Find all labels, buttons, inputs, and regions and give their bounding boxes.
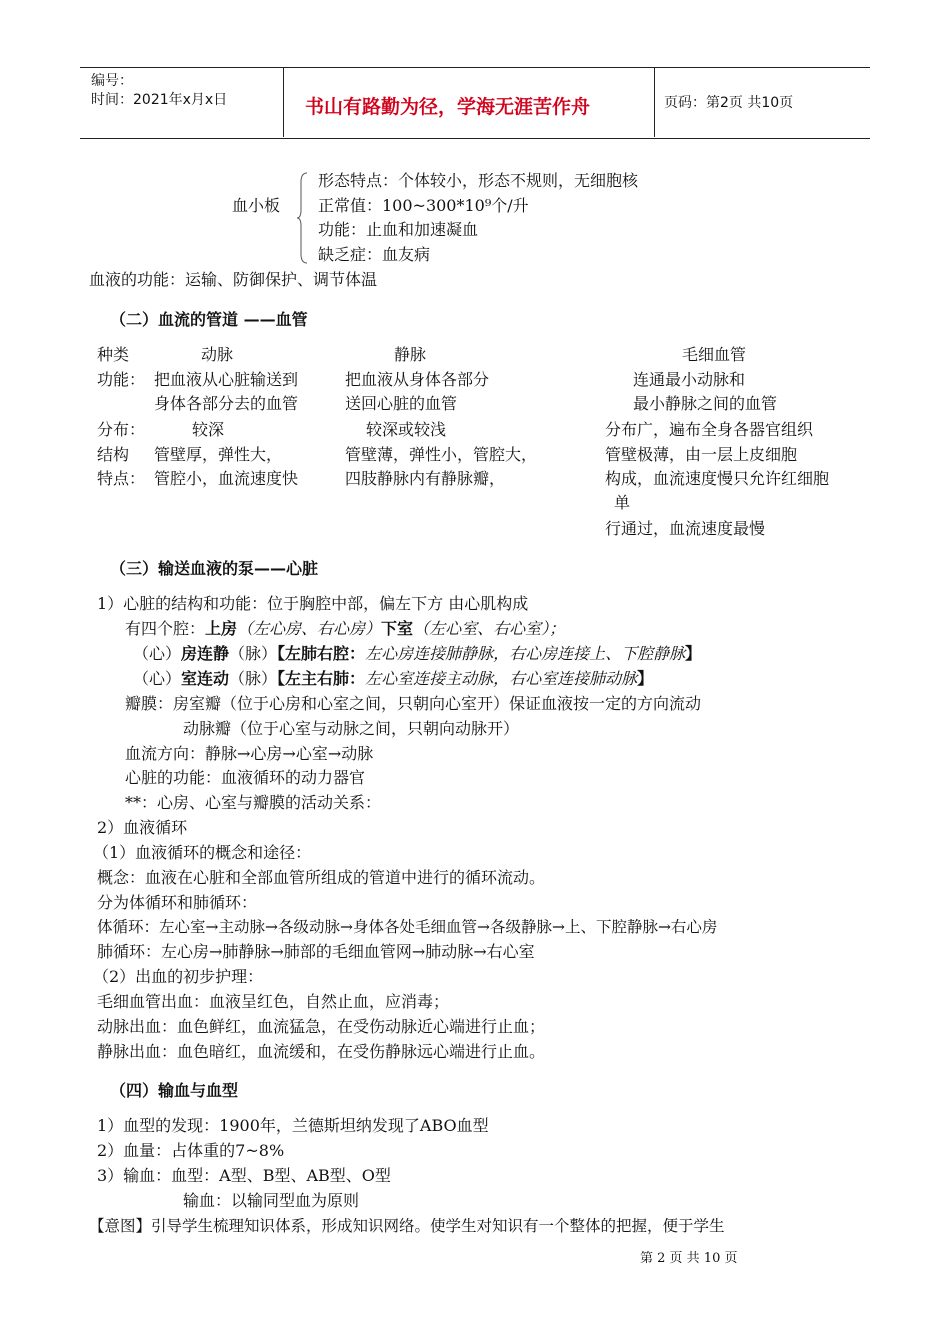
- artery-distribution: 较深: [192, 420, 225, 439]
- capillary-structure: 行通过，血流速度最慢: [605, 519, 766, 538]
- text-line: 毛细血管出血：血液呈红色，自然止血，应消毒；: [97, 992, 450, 1011]
- platelet-item: 功能：止血和加速凝血: [318, 220, 479, 239]
- header-motto: 书山有路勤为径，学海无涯苦作舟: [305, 96, 591, 118]
- text-line: 【意图】引导学生梳理知识体系，形成知识网络。使学生对知识有一个整体的把握，便于学生: [89, 1217, 725, 1235]
- blood-function: 血液的功能：运输、防御保护、调节体温: [89, 270, 378, 289]
- table-header-cell: 种类: [97, 345, 130, 364]
- vein-function: 把血液从身体各部分: [345, 370, 490, 389]
- artery-structure: 管壁厚，弹性大，: [154, 445, 283, 464]
- table-header-cell: 静脉: [394, 345, 427, 364]
- text-line: （心）房连静（脉）【左肺右腔：左心房连接肺静脉，右心房连接上、下腔静脉】: [133, 644, 702, 663]
- header-page: 页码：第2页 共10页: [664, 95, 794, 111]
- header-number: 编号：: [91, 73, 133, 89]
- table-header-cell: 毛细血管: [682, 345, 747, 364]
- artery-function: 身体各部分去的血管: [154, 394, 299, 413]
- platelet-item: 形态特点：个体较小，形态不规则，无细胞核: [318, 171, 639, 190]
- section-title: （三）输送血液的泵——心脏: [110, 559, 319, 578]
- capillary-structure: 管壁极薄，由一层上皮细胞: [605, 445, 798, 464]
- artery-function: 把血液从心脏输送到: [154, 370, 299, 389]
- text-line: **：心房、心室与瓣膜的活动关系：: [125, 793, 382, 812]
- table-header-cell: 动脉: [201, 345, 234, 364]
- text-line: 2）血量：占体重的7~8%: [97, 1141, 285, 1160]
- text-line: 血流方向：静脉→心房→心室→动脉: [125, 744, 374, 763]
- vein-function: 送回心脏的血管: [345, 394, 458, 413]
- platelet-label: 血小板: [232, 196, 281, 215]
- vein-structure: 四肢静脉内有静脉瓣，: [345, 469, 506, 488]
- text-line: 1）血型的发现：1900年，兰德斯坦纳发现了ABO血型: [97, 1116, 489, 1135]
- section-title: （四）输血与血型: [110, 1081, 239, 1100]
- text-line: 肺循环：左心房→肺静脉→肺部的毛细血管网→肺动脉→右心室: [97, 942, 535, 961]
- capillary-structure: 单: [614, 493, 631, 512]
- text-line: 输血：以输同型血为原则: [183, 1191, 360, 1210]
- text-line: 3）输血：血型：A型、B型、AB型、O型: [97, 1166, 391, 1185]
- text-line: （2）出血的初步护理：: [93, 967, 264, 986]
- footer-page-number: 第 2 页 共 10 页: [640, 1251, 738, 1266]
- text-line: （心）室连动（脉）【左主右肺：左心室连接主动脉，右心室连接肺动脉】: [133, 669, 654, 688]
- vein-structure: 管壁薄，弹性小，管腔大，: [345, 445, 538, 464]
- header-date: 时间：2021年x月x日: [91, 92, 228, 108]
- text-line: 体循环：左心室→主动脉→各级动脉→身体各处毛细血管→各级静脉→上、下腔静脉→右心房: [97, 918, 718, 936]
- row-label: 分布：: [97, 420, 146, 439]
- text-line: （1）血液循环的概念和途径：: [93, 843, 312, 862]
- capillary-function: 连通最小动脉和: [633, 370, 746, 389]
- capillary-function: 最小静脉之间的血管: [633, 394, 778, 413]
- row-label: 特点：: [97, 469, 146, 488]
- artery-structure: 管腔小，血流速度快: [154, 469, 299, 488]
- text-line: 动脉出血：血色鲜红，血流猛急，在受伤动脉近心端进行止血；: [97, 1017, 546, 1036]
- text-line: 概念：血液在心脏和全部血管所组成的管道中进行的循环流动。: [97, 868, 546, 887]
- platelet-item: 缺乏症：血友病: [318, 245, 431, 264]
- brace-icon: [296, 172, 308, 264]
- text-line: 有四个腔：上房（左心房、右心房）下室（左心室、右心室）；: [125, 619, 566, 638]
- text-line: 动脉瓣（位于心室与动脉之间，只朝向动脉开）: [183, 719, 520, 738]
- header-divider-left: [283, 67, 284, 137]
- section-title: （二）血流的管道 ——血管: [110, 310, 308, 329]
- text-line: 分为体循环和肺循环：: [97, 893, 258, 912]
- text-line: 静脉出血：血色暗红，血流缓和，在受伤静脉远心端进行止血。: [97, 1042, 546, 1061]
- header-divider-right: [654, 67, 655, 137]
- text-line: 心脏的功能：血液循环的动力器官: [125, 768, 366, 787]
- row-label: 功能：: [97, 370, 146, 389]
- capillary-distribution: 分布广，遍布全身各器官组织: [605, 420, 814, 439]
- row-label: 结构: [97, 445, 130, 464]
- platelet-item: 正常值：100~300*10⁹个/升: [318, 196, 529, 215]
- text-line: 瓣膜：房室瓣（位于心房和心室之间，只朝向心室开）保证血液按一定的方向流动: [125, 694, 702, 713]
- vein-distribution: 较深或较浅: [366, 420, 447, 439]
- text-line: 2）血液循环: [97, 818, 188, 837]
- text-line: 1）心脏的结构和功能：位于胸腔中部，偏左下方 由心肌构成: [97, 594, 529, 613]
- capillary-structure: 构成，血流速度慢只允许红细胞: [605, 469, 830, 488]
